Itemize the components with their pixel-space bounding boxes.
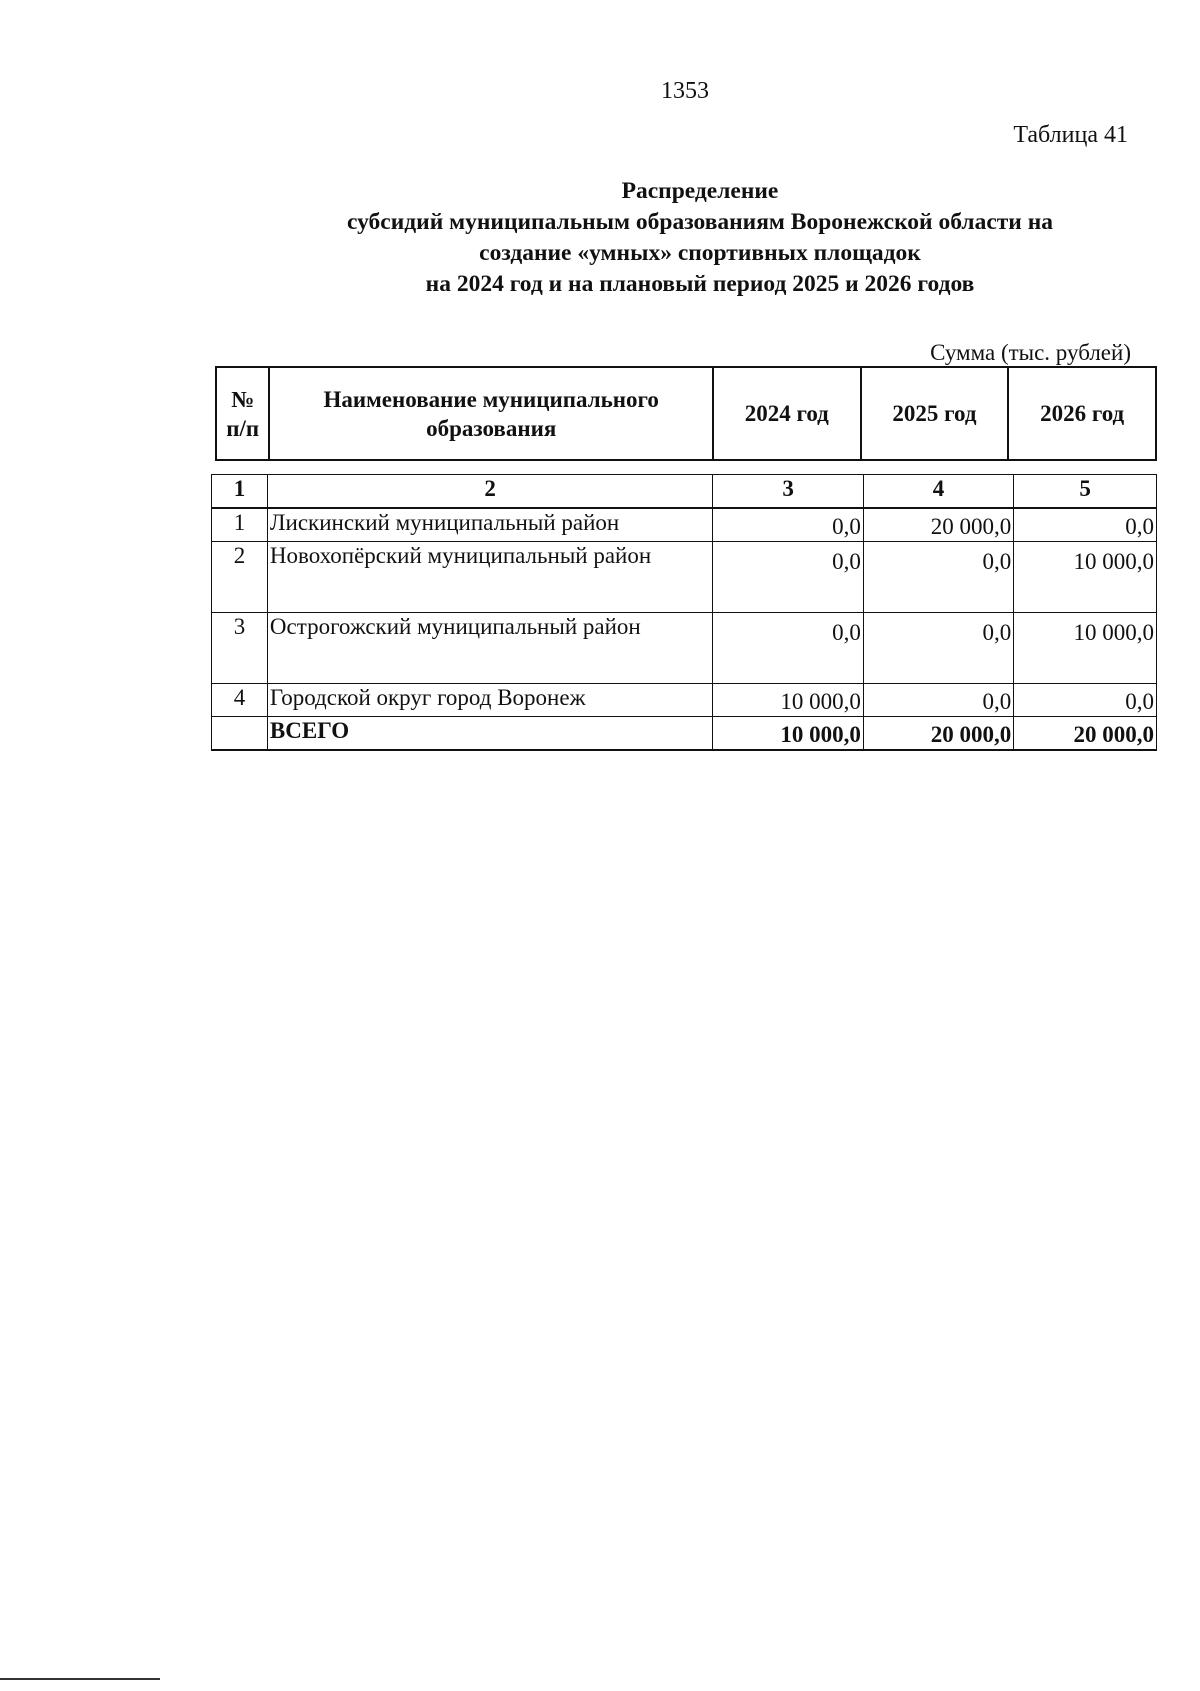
document-title <box>200 176 1200 300</box>
table-label: Таблица 41 <box>1013 122 1128 148</box>
title-line-4: на 2024 год и на плановый период 2025 и 2026 годов <box>425 271 975 297</box>
table-row <box>212 542 1157 613</box>
table-row <box>212 508 1157 542</box>
total-value-2025: 20 000,0 <box>863 717 1013 751</box>
row-num: 3 <box>212 613 268 684</box>
page-number: 1353 <box>661 78 709 104</box>
table-row <box>212 684 1157 717</box>
header-row <box>216 367 1156 460</box>
row-name: Городской округ город Воронеж <box>267 684 712 717</box>
row-value-2026: 0,0 <box>1014 508 1157 542</box>
total-num <box>212 717 268 751</box>
total-label: ВСЕГО <box>267 717 712 751</box>
row-value-2025: 0,0 <box>863 613 1013 684</box>
row-num: 2 <box>212 542 268 613</box>
row-value-2025: 0,0 <box>863 684 1013 717</box>
row-value-2024: 0,0 <box>713 542 863 613</box>
total-row <box>212 717 1157 751</box>
table-row <box>212 613 1157 684</box>
header-2024: 2024 год <box>713 367 861 460</box>
header-2026: 2026 год <box>1008 367 1156 460</box>
data-table <box>211 474 1157 751</box>
title-line-2: субсидий муниципальным образованиям Воронежской области на <box>346 209 1053 235</box>
units-label: Сумма (тыс. рублей) <box>930 340 1131 365</box>
colnum-2: 2 <box>267 475 712 509</box>
row-value-2024: 0,0 <box>713 508 863 542</box>
table-header <box>215 366 1157 461</box>
colnum-5: 5 <box>1014 475 1157 509</box>
header-2025: 2025 год <box>861 367 1009 460</box>
row-name: Новохопёрский муниципальный район <box>267 542 712 613</box>
row-value-2024: 0,0 <box>713 613 863 684</box>
row-num: 1 <box>212 508 268 542</box>
row-value-2025: 20 000,0 <box>863 508 1013 542</box>
colnum-4: 4 <box>863 475 1013 509</box>
row-value-2026: 10 000,0 <box>1014 542 1157 613</box>
title-line-1: Распределение <box>621 178 779 204</box>
row-value-2026: 0,0 <box>1014 684 1157 717</box>
row-name: Лискинский муниципальный район <box>267 508 712 542</box>
row-num: 4 <box>212 684 268 717</box>
colnum-3: 3 <box>713 475 863 509</box>
header-num: № п/п <box>216 367 269 460</box>
title-line-3: создание «умных» спортивных площадок <box>479 240 921 266</box>
footnote-divider <box>0 1678 160 1680</box>
row-value-2026: 10 000,0 <box>1014 613 1157 684</box>
row-name: Острогожский муниципальный район <box>267 613 712 684</box>
row-value-2025: 0,0 <box>863 542 1013 613</box>
column-numbers-row <box>212 475 1157 509</box>
colnum-1: 1 <box>212 475 268 509</box>
row-value-2024: 10 000,0 <box>713 684 863 717</box>
total-value-2024: 10 000,0 <box>713 717 863 751</box>
header-name: Наименование муниципального образования <box>269 367 712 460</box>
total-value-2026: 20 000,0 <box>1014 717 1157 751</box>
